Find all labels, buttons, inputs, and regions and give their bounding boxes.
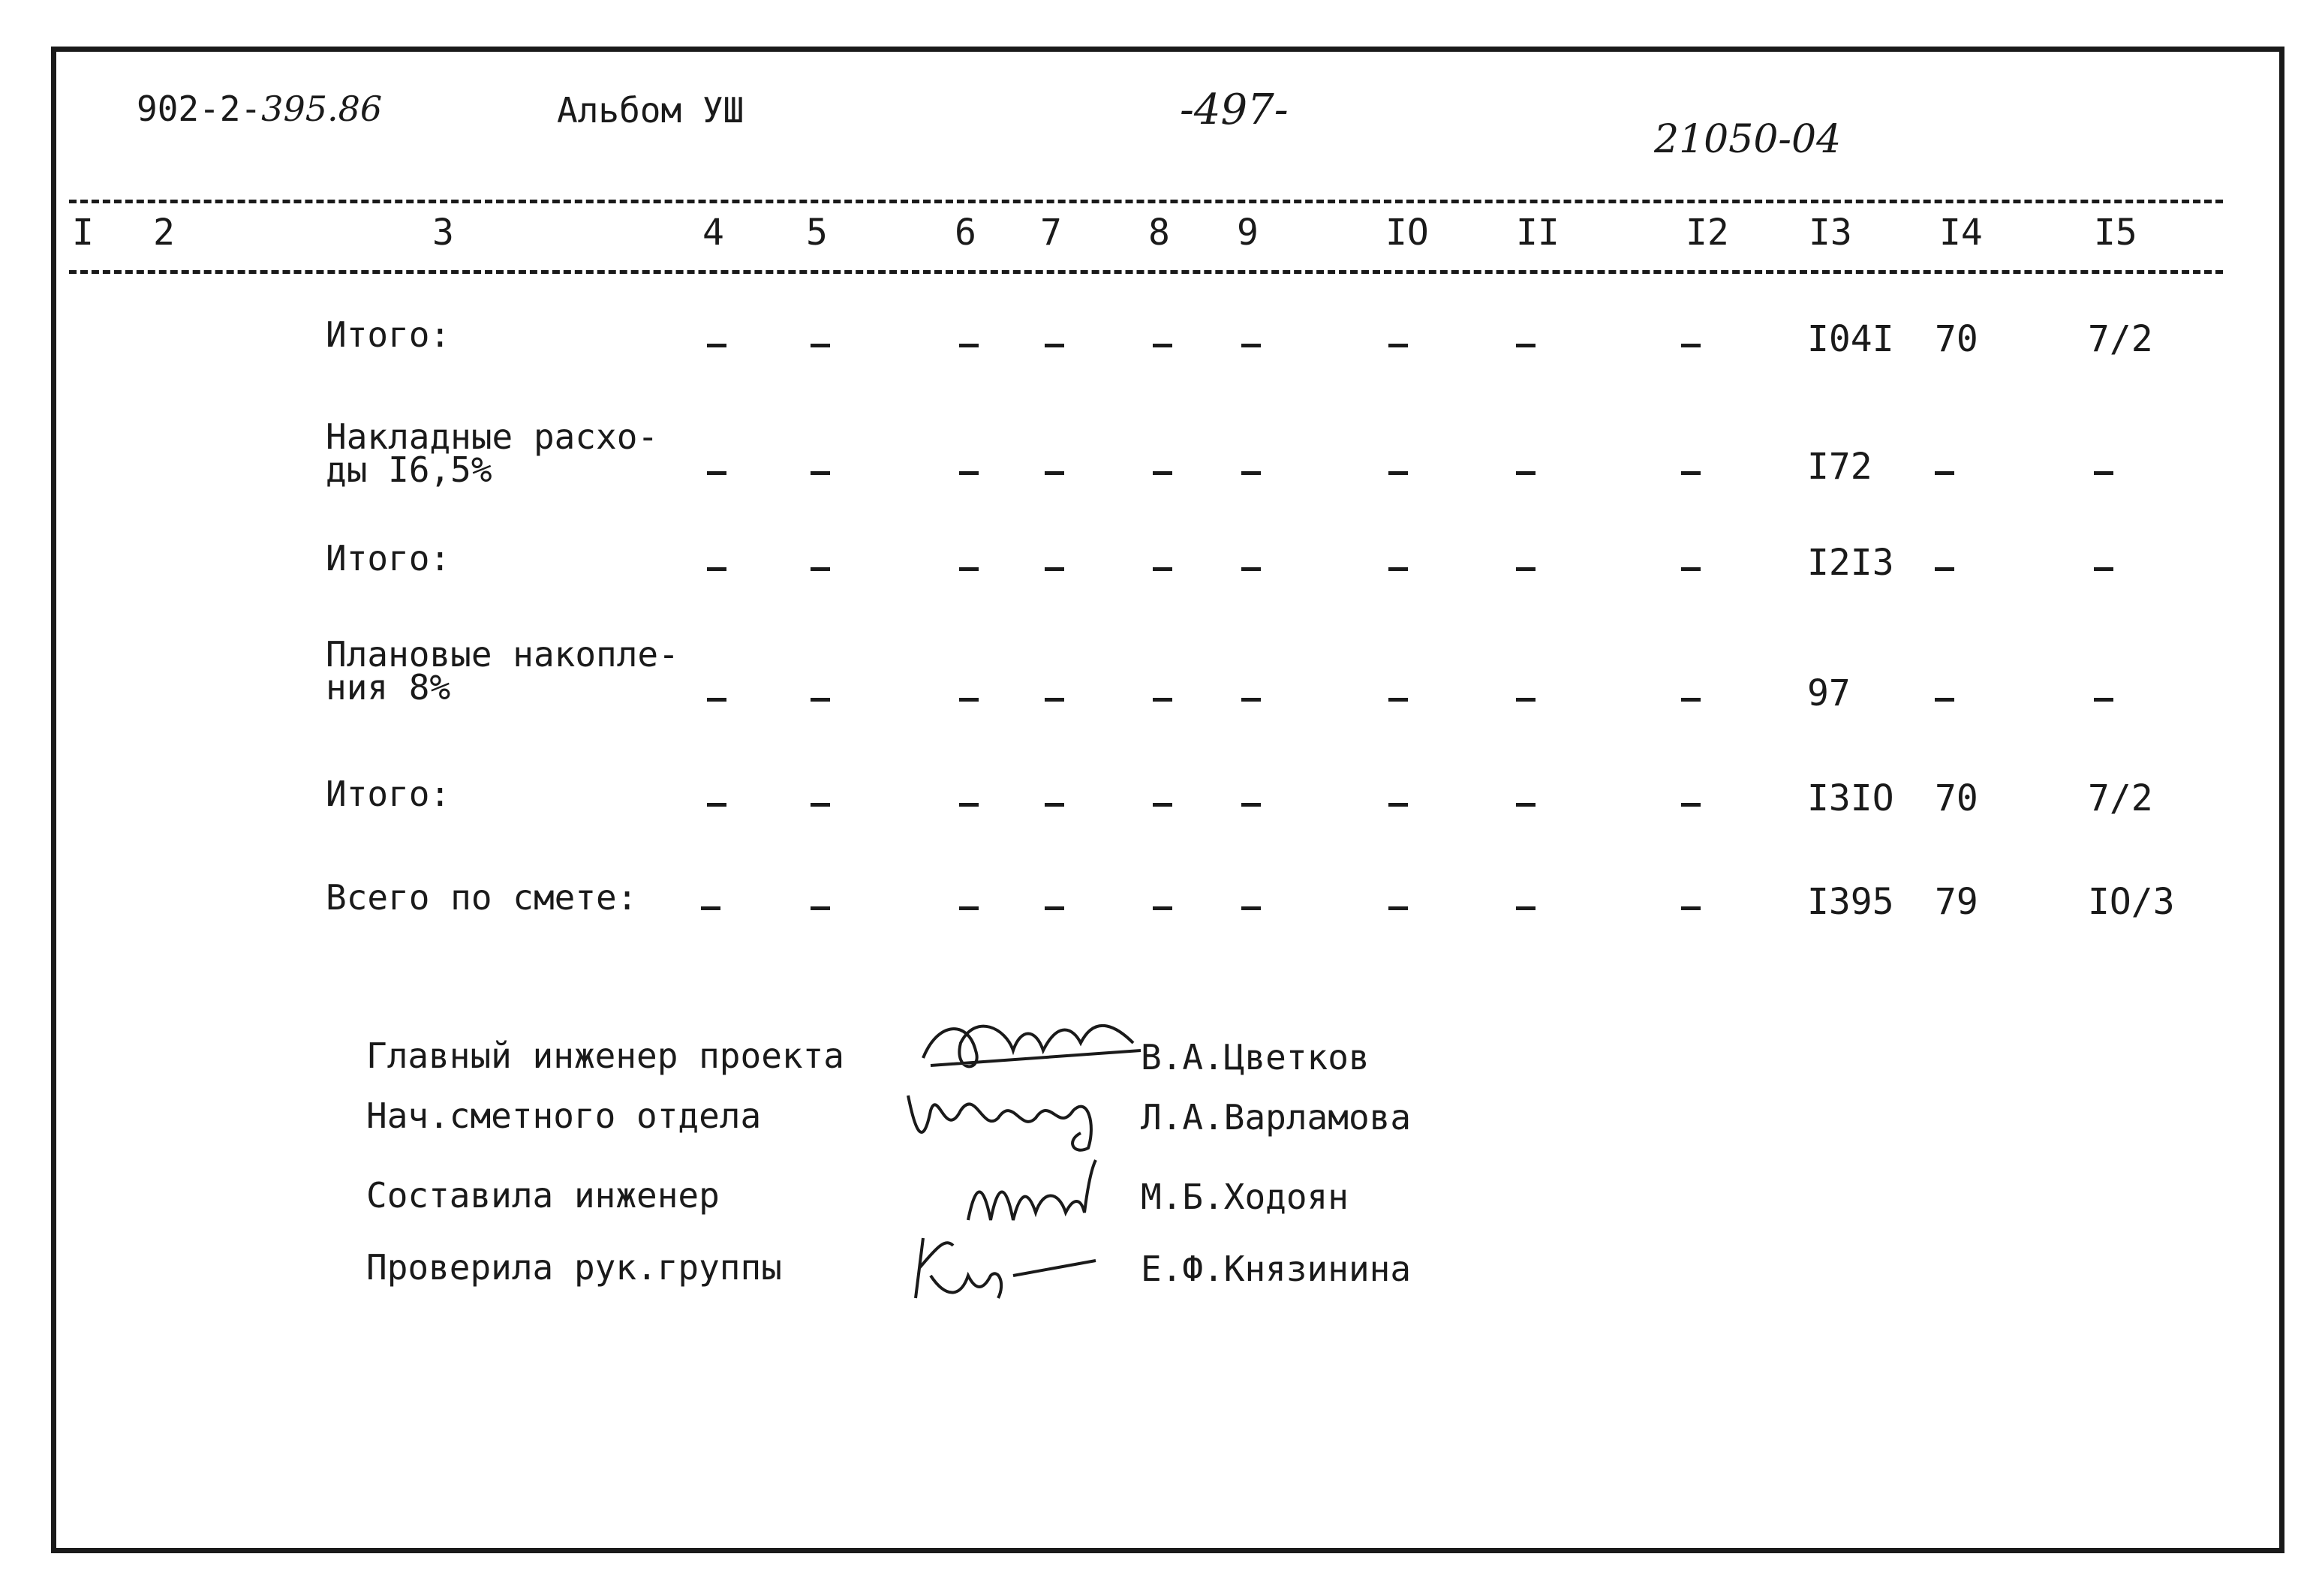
dash-mark [707,698,726,702]
dash-mark [811,567,830,571]
dash-mark [707,471,726,475]
cell-col14: 70 [1935,777,1978,819]
signature-role: Главный инженер проекта [366,1035,844,1076]
column-number: 3 [432,212,454,254]
dash-mark [707,567,726,571]
cell-col14: 79 [1935,881,1978,923]
dash-mark [1045,803,1064,807]
dash-mark [959,698,979,702]
column-number: 7 [1040,212,1062,254]
cell-col15: IO/3 [2088,881,2175,923]
archive-number: 21050-04 [1654,117,1842,162]
dash-mark [1241,803,1261,807]
column-number: I2 [1686,212,1729,254]
dash-mark [1388,567,1408,571]
cell-col15: 7/2 [2088,777,2153,819]
cell-col13: I72 [1807,446,1872,488]
column-number: 5 [806,212,828,254]
cell-col13: I2I3 [1807,542,1894,584]
dash-mark [2094,471,2113,475]
cell-col13: I04I [1807,318,1894,360]
dash-mark [959,344,979,347]
dash-mark [1153,906,1172,910]
column-number: 6 [955,212,976,254]
dash-mark [1681,471,1701,475]
row-label: Плановые накопле- ния 8% [326,634,679,708]
signature-name: Е.Ф.Князинина [1141,1249,1412,1289]
table-row [0,773,2304,840]
dash-mark [1516,344,1535,347]
cell-col13: I3IO [1807,777,1894,819]
column-number: 2 [153,212,175,254]
dash-mark [1516,698,1535,702]
doc-code [137,89,382,129]
table-row [0,876,2304,944]
dash-mark [1241,567,1261,571]
dash-mark [1045,344,1064,347]
dash-mark [1241,906,1261,910]
signature-handwritten [901,1223,1111,1306]
signature-handwritten [893,1066,1118,1163]
column-number: I [72,212,94,254]
header-rule-top [69,200,2223,203]
dash-mark [1935,471,1954,475]
dash-mark [1241,698,1261,702]
column-number: 4 [702,212,724,254]
cell-col14: 70 [1935,318,1978,360]
column-number: I5 [2094,212,2137,254]
cell-col13: 97 [1807,672,1851,714]
dash-mark [1045,698,1064,702]
dash-mark [1153,698,1172,702]
dash-mark [2094,567,2113,571]
dash-mark [1681,906,1701,910]
dash-mark [1388,344,1408,347]
dash-mark [1045,906,1064,910]
row-label: Итого: [326,314,451,355]
dash-mark [1045,567,1064,571]
dash-mark [811,906,830,910]
dash-mark [1241,344,1261,347]
dash-mark [1388,698,1408,702]
dash-mark [1681,698,1701,702]
dash-mark [1935,567,1954,571]
doc-code-handwritten: 395.86 [261,89,383,129]
dash-mark [707,803,726,807]
dash-mark [959,906,979,910]
dash-mark [2094,698,2113,702]
dash-mark [959,471,979,475]
dash-mark [1388,906,1408,910]
dash-mark [1045,471,1064,475]
dash-mark [1516,567,1535,571]
signature-role: Проверила рук.группы [366,1247,782,1288]
signature-role: Нач.сметного отдела [366,1096,762,1136]
dash-mark [959,803,979,807]
dash-mark [811,344,830,347]
dash-mark [701,906,720,910]
dash-mark [1153,344,1172,347]
dash-mark [811,803,830,807]
album-label: Альбом УШ [557,90,744,131]
column-number: 8 [1148,212,1170,254]
dash-mark [1241,471,1261,475]
doc-code-printed: 902-2- [137,89,262,129]
dash-mark [1935,698,1954,702]
row-label: Всего по смете: [326,877,638,918]
column-number: IO [1385,212,1429,254]
page-number: -497- [1180,86,1289,134]
dash-mark [1516,471,1535,475]
row-label: Накладные расхо- ды I6,5% [326,416,659,490]
dash-mark [1153,803,1172,807]
dash-mark [1388,803,1408,807]
dash-mark [1516,803,1535,807]
table-row [0,308,2304,375]
dash-mark [959,567,979,571]
column-number: I3 [1809,212,1852,254]
table-row [0,416,2304,490]
table-row [0,531,2304,599]
column-number: I4 [1939,212,1983,254]
dash-mark [1681,567,1701,571]
table-row [0,634,2304,714]
dash-mark [1681,344,1701,347]
cell-col13: I395 [1807,881,1894,923]
dash-mark [1153,567,1172,571]
column-number: II [1516,212,1560,254]
dash-mark [707,344,726,347]
signature-role: Составила инженер [366,1175,720,1216]
dash-mark [811,471,830,475]
dash-mark [1516,906,1535,910]
signature-name: Л.А.Варламова [1141,1097,1412,1138]
row-label: Итого: [326,538,451,579]
signature-name: В.А.Цветков [1141,1037,1370,1078]
dash-mark [811,698,830,702]
dash-mark [1681,803,1701,807]
column-number: 9 [1237,212,1259,254]
header-rule-bottom [69,270,2223,274]
signature-name: М.Б.Ходоян [1141,1177,1349,1217]
dash-mark [1388,471,1408,475]
cell-col15: 7/2 [2088,318,2153,360]
row-label: Итого: [326,774,451,814]
dash-mark [1153,471,1172,475]
